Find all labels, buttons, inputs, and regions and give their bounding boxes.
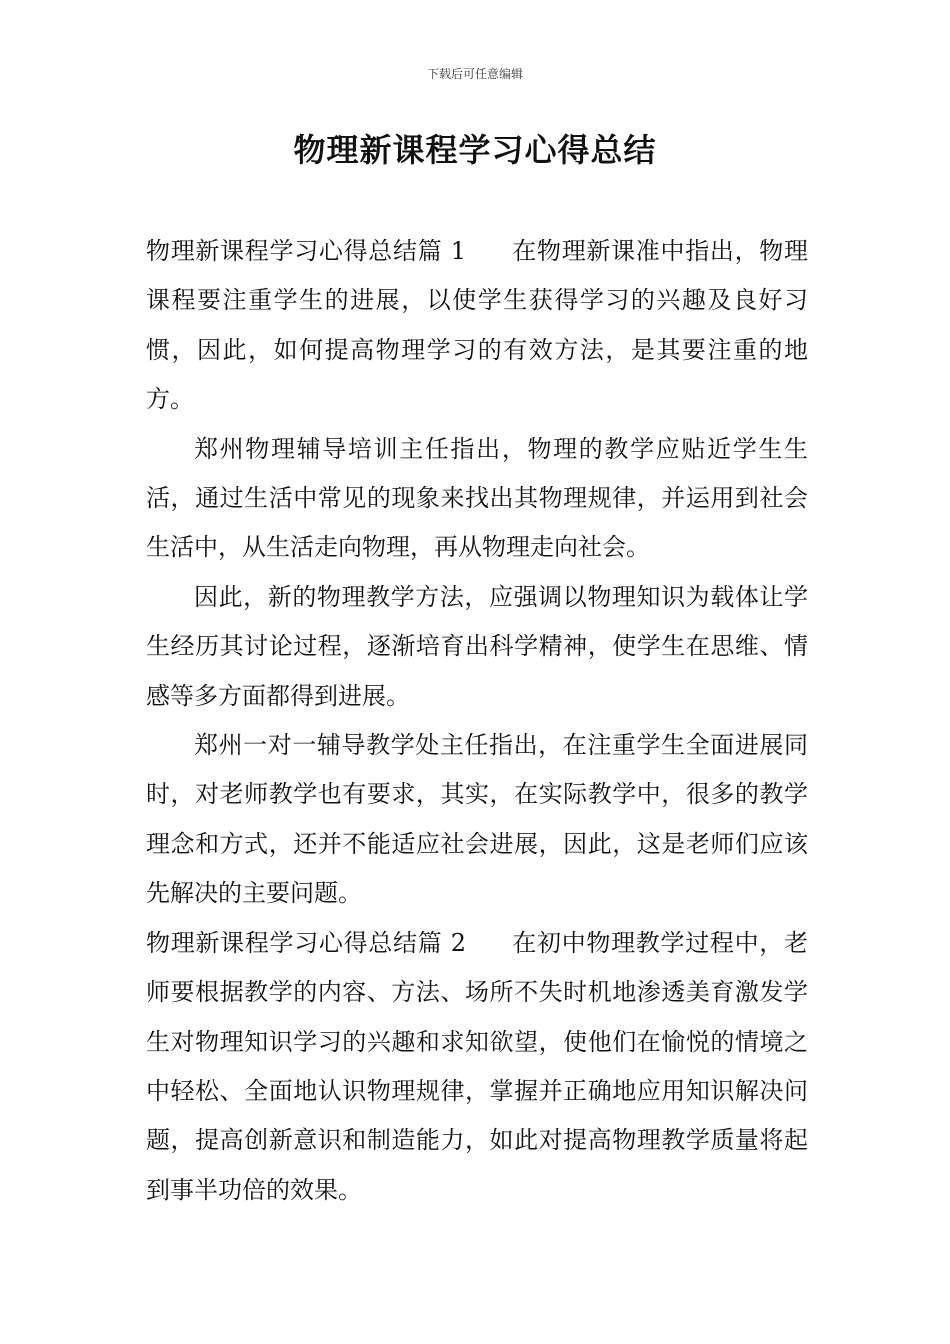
section-2-first-paragraph bbox=[146, 919, 808, 1215]
section-1-heading: 物理新课程学习心得总结篇 1 bbox=[146, 237, 466, 265]
section-1-paragraph-4: 郑州一对一辅导教学处主任指出，在注重学生全面进展同时，对老师教学也有要求，其实，在实际教学中，很多的教学理念和方式，还并不能适应社会进展，因此，这是老师们应该先解决的主要问题。 bbox=[146, 731, 808, 908]
section-1-paragraph-2: 郑州物理辅导培训主任指出，物理的教学应贴近学生生活，通过生活中常见的现象来找出其物理规律，并运用到社会生活中，从生活走向物理，再从物理走向社会。 bbox=[146, 434, 808, 562]
section-1-first-paragraph bbox=[146, 227, 808, 425]
section-1-paragraph-3: 因此，新的物理教学方法，应强调以物理知识为载体让学生经历其讨论过程，逐渐培育出科学精神，使学生在思维、情感等多方面都得到进展。 bbox=[146, 582, 808, 710]
document-body bbox=[146, 227, 808, 1215]
section-2-heading: 物理新课程学习心得总结篇 2 bbox=[146, 928, 466, 957]
document-title: 物理新课程学习心得总结 bbox=[293, 131, 657, 169]
section-1-paragraph-1: 在物理新课准中指出，物理课程要注重学生的进展，以使学生获得学习的兴趣及良好习惯，因此，如何提高物理学习的有效方法，是其要注重的地方。 bbox=[146, 237, 808, 414]
page-header-note: 下载后可任意编辑 bbox=[426, 67, 523, 81]
section-2-paragraph-1: 在初中物理教学过程中，老师要根据教学的内容、方法、场所不失时机地渗透美育激发学生对物理知识学习的兴趣和求知欲望，使他们在愉悦的情境之中轻松、全面地认识物理规律，掌握并正确地应用知识解决问题，提高创新意识和制造能力，如此对提高物理教学质量将起到事半功倍的效果。 bbox=[146, 928, 808, 1204]
